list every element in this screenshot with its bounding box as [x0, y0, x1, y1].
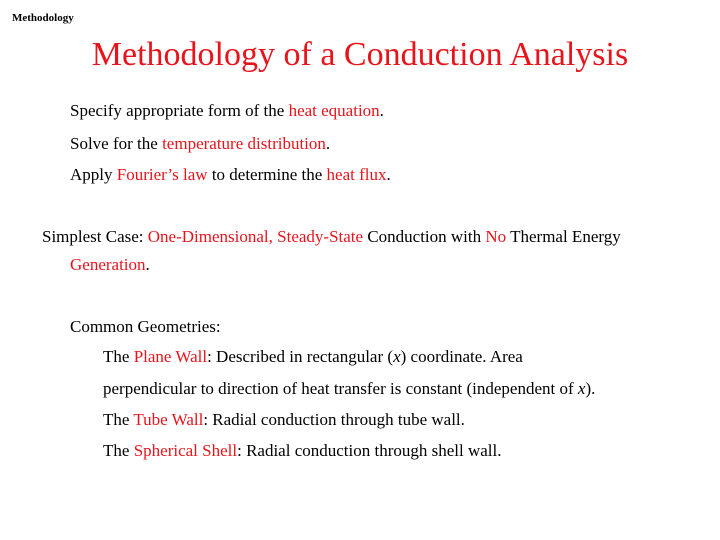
simplest-case-line-2: [70, 255, 150, 275]
tube-wall-post: : Radial conduction through tube wall.: [203, 410, 465, 429]
step-highlight: heat equation: [288, 101, 380, 120]
simplest-case-generation: Generation: [70, 255, 146, 274]
plane-wall-var-2: x: [577, 379, 586, 398]
step-text: Specify appropriate form of the: [70, 101, 289, 120]
step-heat-equation: [70, 101, 384, 121]
step-highlight: temperature distribution: [162, 134, 326, 153]
step-text-end: .: [325, 134, 331, 153]
plane-wall-var: x: [393, 347, 401, 366]
tube-wall-highlight: Tube Wall: [133, 410, 204, 429]
plane-wall-line-2: [103, 379, 595, 399]
plane-wall-line-1: [103, 347, 523, 367]
simplest-case-text-2: Thermal Energy: [506, 227, 621, 246]
step-text: Solve for the: [70, 134, 163, 153]
spherical-shell-highlight: Spherical Shell: [133, 441, 238, 460]
section-label: Methodology: [12, 12, 74, 24]
spherical-shell-line: [103, 441, 502, 461]
step-text-mid: to determine the: [207, 165, 327, 184]
plane-wall-text: : Described in rectangular (: [207, 347, 394, 366]
geometries-heading: Common Geometries:: [70, 317, 221, 336]
plane-wall-text-3: perpendicular to direction of heat transfer is constant (independent of: [103, 379, 578, 398]
plane-wall-pre: The: [103, 347, 134, 366]
slide-title: Methodology of a Conduction Analysis: [91, 36, 629, 73]
simplest-case-prefix: Simplest Case:: [42, 227, 148, 246]
plane-wall-text-2: ) coordinate. Area: [400, 347, 523, 366]
step-highlight: Fourier’s law: [116, 165, 208, 184]
step-highlight-2: heat flux: [326, 165, 387, 184]
step-text-end: .: [379, 101, 384, 120]
step-temperature-distribution: [70, 134, 330, 154]
simplest-case-no: No: [485, 227, 507, 246]
tube-wall-pre: The: [103, 410, 134, 429]
spherical-shell-pre: The: [103, 441, 134, 460]
simplest-case-end: .: [145, 255, 150, 274]
plane-wall-text-4: ).: [585, 379, 596, 398]
tube-wall-line: [103, 410, 465, 430]
simplest-case-highlight: One-Dimensional, Steady-State: [147, 227, 364, 246]
step-text: Apply: [70, 165, 117, 184]
simplest-case-line-1: [42, 227, 621, 247]
step-text-end: .: [386, 165, 391, 184]
step-fourier-law: [70, 165, 391, 185]
simplest-case-text: Conduction with: [363, 227, 486, 246]
plane-wall-highlight: Plane Wall: [133, 347, 208, 366]
spherical-shell-post: : Radial conduction through shell wall.: [237, 441, 502, 460]
